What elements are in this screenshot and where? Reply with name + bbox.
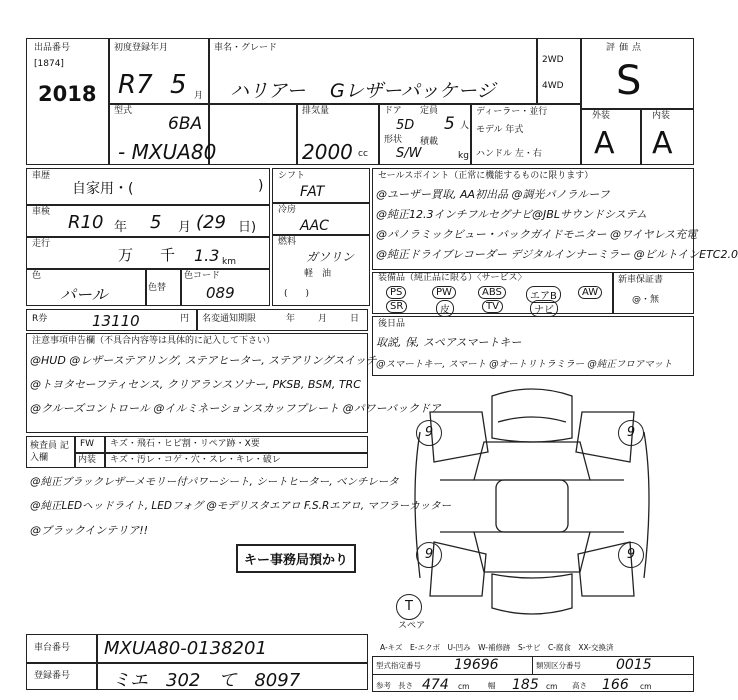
height-label: 高さ — [572, 681, 587, 690]
notes-line: @HUD @レザーステアリング, ステアヒーター, ステアリングスイッチ — [30, 354, 377, 367]
sales-point-line: @ユーザー買取, AA初出品 @調光パノラルーフ — [376, 188, 610, 201]
r-value: 13110 — [92, 312, 140, 330]
reg-month-unit: 月 — [194, 91, 204, 101]
length-value: 474 — [422, 677, 449, 693]
equip-navi: ナビ — [530, 300, 558, 317]
cooling-value: AAC — [300, 218, 329, 234]
equip-pw: PW — [432, 286, 456, 299]
height-value: 166 — [602, 677, 629, 693]
type-spec-value: 19696 — [454, 657, 499, 673]
capacity-unit: 人 — [460, 121, 470, 131]
door-value: 5D — [396, 118, 415, 133]
cc-unit: cc — [358, 149, 368, 159]
sen-unit: 千 — [160, 246, 176, 264]
length-unit: cm — [458, 682, 470, 691]
color-code: 089 — [206, 284, 235, 302]
sales-points-label: セールスポイント（正常に機能するものに限ります） — [378, 171, 594, 181]
height-unit: cm — [640, 682, 652, 691]
lot-number: 2018 — [38, 82, 97, 106]
equip-airbag: エアB — [526, 286, 561, 303]
fuel-value: ガソリン — [306, 250, 355, 264]
displacement-label: 排気量 — [302, 106, 330, 116]
car-diagram — [400, 382, 664, 622]
rec-year: 年 — [286, 314, 296, 324]
width-unit: cm — [546, 682, 558, 691]
fw-items: キズ・飛石・ヒビ割・リペア跡・X要 — [110, 439, 260, 449]
color-code-label: 色コード — [184, 271, 221, 281]
history-label: 車歴 — [32, 171, 51, 181]
load-unit: kg — [458, 151, 469, 161]
equip-abs: ABS — [478, 286, 506, 299]
plate-value: ミエ 302 て 8097 — [112, 670, 301, 691]
history-close: ) — [258, 178, 264, 194]
notes-line: @トヨタセーフティセンス, クリアランスソナー, PKSB, BSM, TRC — [30, 378, 361, 391]
spare-label: スペア — [398, 621, 426, 631]
reg-month: 5 — [170, 70, 187, 100]
after-sale-line2: @スマートキー, スマート @オートリトラミラー @純正フロアマット — [376, 359, 673, 370]
inspection-year: R10 — [68, 212, 104, 233]
interior-label: 内装 — [78, 455, 97, 465]
year-unit: 年 — [114, 220, 128, 235]
equip-sr: SR — [386, 300, 407, 313]
reg-year: R7 — [118, 70, 153, 100]
after-sale-label: 後日品 — [378, 319, 406, 329]
model-year-label: モデル 年式 — [476, 125, 524, 135]
plate-label: 登録番号 — [34, 671, 71, 681]
rec-day: 日 — [350, 314, 360, 324]
inspection-label: 車検 — [32, 207, 51, 217]
name-label: 車名・グレード — [214, 43, 278, 53]
capacity-value: 5 — [444, 114, 455, 134]
new-warranty-value: @・無 — [632, 295, 660, 305]
handle-label: ハンドル 左・右 — [476, 149, 542, 159]
width-value: 185 — [512, 677, 539, 693]
ext-label: 外装 — [592, 111, 611, 121]
equip-aw: AW — [578, 286, 602, 299]
class-value: 0015 — [616, 657, 652, 673]
mileage-label: 走行 — [32, 239, 51, 249]
ext-grade: A — [594, 126, 615, 161]
shift-value: FAT — [300, 184, 325, 200]
door-label: ドア — [384, 106, 402, 116]
after-sale-line1: 取説, 保, スペアスマートキー — [376, 336, 522, 349]
lot-label: 出品番号 — [34, 43, 71, 53]
rec-month: 月 — [318, 314, 328, 324]
cooling-label: 冷房 — [278, 205, 297, 215]
int-grade: A — [652, 126, 673, 161]
width-label: 幅 — [488, 681, 496, 690]
day-unit: 日) — [238, 220, 257, 235]
tire-front-right: 9 — [618, 420, 644, 446]
sales-point-line: @パノラミックビュー・バックガイドモニター @ワイヤレス充電 — [376, 228, 698, 241]
eval-label: 評価点 — [606, 43, 646, 53]
displacement-value: 2000 — [302, 140, 353, 164]
model-code: - MXUA80 — [118, 140, 217, 164]
inspection-day: (29 — [196, 212, 226, 233]
r-unit: 円 — [180, 314, 190, 324]
notes-label: 注意事項申告欄（不具合内容等は具体的に記入して下さい） — [32, 336, 276, 346]
length-label: 長さ — [398, 681, 413, 690]
drive-4wd: 4WD — [542, 81, 564, 91]
inspector-label: 検査員 記入欄 — [30, 441, 69, 463]
type-spec-label: 型式指定番号 — [376, 661, 421, 670]
type-label: 型式 — [114, 106, 133, 116]
mileage-value: 1.3 — [194, 246, 220, 265]
month-unit: 月 — [178, 220, 192, 235]
car-name: ハリアー — [230, 80, 306, 102]
interior-items: キズ・汚レ・コゲ・穴・スレ・キレ・破レ — [110, 455, 281, 465]
fuel-label: 燃料 — [278, 237, 297, 247]
int-label: 内装 — [652, 111, 671, 121]
tire-rear-right: 9 — [618, 542, 644, 568]
shape-value: S/W — [396, 146, 422, 161]
chassis-value: MXUA80-0138201 — [104, 638, 267, 659]
eval-score: S — [616, 58, 642, 104]
key-stamp: キー事務局預かり — [236, 544, 356, 573]
fw-label: FW — [80, 439, 95, 449]
tire-rear-left: 9 — [416, 542, 442, 568]
fuel-paren: ( ) — [284, 289, 310, 299]
capacity-label: 定員 — [420, 106, 439, 116]
chassis-label: 車台番号 — [34, 643, 71, 653]
inspector-line: @純正LEDヘッドライト, LEDフォグ @モデリスタエアロ F.S.Rエアロ, マフラーカッター — [30, 500, 452, 512]
r-label: R券 — [32, 314, 48, 324]
equip-ps: PS — [386, 286, 406, 299]
reg-label: 初度登録年月 — [114, 43, 169, 53]
lot-sub: [1874] — [34, 59, 64, 69]
ref-label: 参考 — [376, 681, 391, 690]
equip-tv: TV — [482, 300, 503, 313]
km-unit: km — [222, 257, 236, 267]
diesel-label: 軽 油 — [304, 269, 332, 279]
shape-label: 形状 — [384, 135, 403, 145]
sales-point-line: @純正12.3インチフルセグナビ@JBLサウンドシステム — [376, 208, 647, 221]
color-value: パール — [60, 285, 108, 304]
sales-point-line: @純正ドライブレコーダー デジタルインナーミラー @ビルトインETC2.0 — [376, 248, 738, 261]
new-warranty-label: 新車保証書 — [618, 275, 664, 285]
color-swap-label: 色替 — [148, 283, 167, 293]
man-unit: 万 — [118, 246, 134, 264]
load-label: 積載 — [420, 137, 439, 147]
shift-label: シフト — [278, 171, 306, 181]
class-label: 類別区分番号 — [536, 661, 581, 670]
inspector-line: @純正ブラックレザーメモリー付パワーシート, シートヒーター, ベンチレータ — [30, 476, 399, 488]
rec-label: 名変通知期限 — [202, 314, 257, 324]
inspector-line: @ブラックインテリア!! — [30, 524, 149, 537]
inspection-month: 5 — [150, 212, 162, 233]
history-value: 自家用・( — [72, 181, 134, 197]
dealer-label: ディーラー・並行 — [476, 107, 548, 117]
damage-legend: A-キズ E-エクボ U-凹み W-補修跡 S-サビ C-腐食 XX-交換済 — [380, 643, 614, 652]
type-value: 6BA — [168, 114, 203, 134]
drive-2wd: 2WD — [542, 55, 564, 65]
color-label: 色 — [32, 271, 42, 281]
equip-leather: 皮 — [436, 300, 454, 317]
spare-tire: T — [396, 594, 422, 620]
notes-line: @クルーズコントロール @イルミネーションスカッフプレート @パワーバックドア — [30, 402, 441, 415]
grade: Gレザーパッケージ — [330, 80, 496, 102]
equipment-label: 装備品（純正品に限る）〈サービス〉 — [378, 273, 527, 283]
tire-front-left: 9 — [416, 420, 442, 446]
